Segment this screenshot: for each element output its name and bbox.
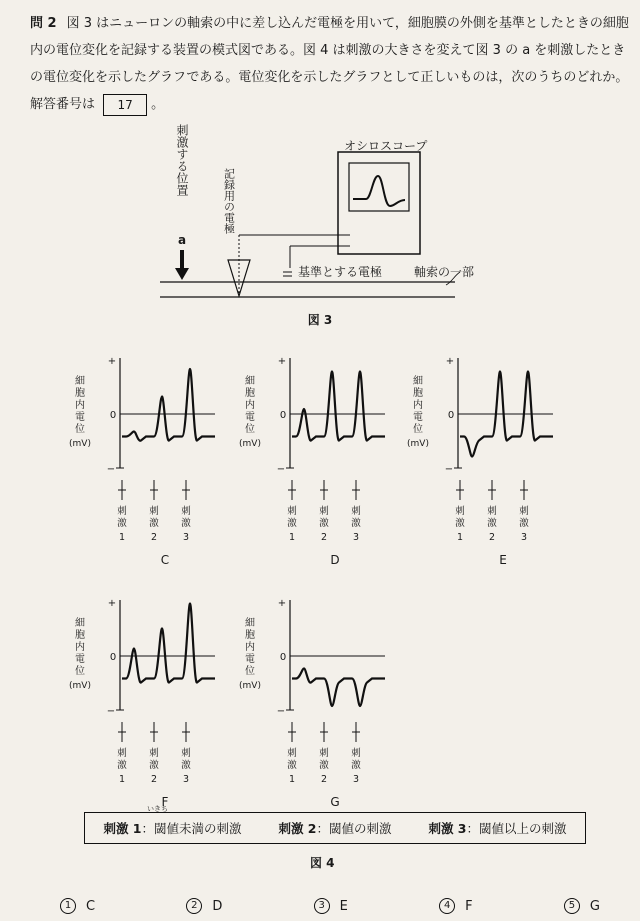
furigana-ikichi: いきち <box>147 805 168 813</box>
graph-G-ylabel-char: 胞 <box>245 630 255 641</box>
graph-E-letter: E <box>499 553 507 567</box>
graph-G-stim-number: 2 <box>320 774 328 785</box>
stim-letter-a: a <box>177 233 187 247</box>
graph-C-stim-char: 刺 <box>181 506 191 517</box>
graph-E-stim-char: 刺 <box>487 506 497 517</box>
graph-D-stim-number: 1 <box>288 532 296 543</box>
graph-F-stim-char: 激 <box>149 760 159 771</box>
graph-C-stim-char: 激 <box>149 518 159 529</box>
graph-E-stim-char: 刺 <box>455 506 465 517</box>
graph-C-stim-number: 2 <box>150 532 158 543</box>
graph-F-trace <box>122 604 215 683</box>
graph-F-ylabel-char: 胞 <box>75 630 85 641</box>
graph-D-minus-label: − <box>276 464 286 475</box>
choice-2[interactable] <box>186 898 222 914</box>
graph-D-stim-char: 刺 <box>287 506 297 517</box>
graph-F-zero-label: 0 <box>109 652 117 663</box>
graph-G-stim-number: 1 <box>288 774 296 785</box>
graph-C-zero-label: 0 <box>109 410 117 421</box>
graph-E-ylabel-char: 位 <box>413 424 423 435</box>
graph-G-stim-char: 激 <box>319 760 329 771</box>
legend-stim2-label: 刺激 2 <box>278 821 317 836</box>
graph-G-plus-label: + <box>277 598 287 609</box>
choice-number: 1 <box>60 898 76 914</box>
graph-D-stim-char: 刺 <box>319 506 329 517</box>
graph-F-minus-label: − <box>106 706 116 717</box>
choice-number: 4 <box>439 898 455 914</box>
stimulus-legend: 刺激 1：閾値未満の刺激 刺激 2：閾値の刺激 刺激 3：閾値以上の刺激 <box>84 812 586 844</box>
choice-letter: C <box>86 898 96 914</box>
graph-D-stim-char: 激 <box>319 518 329 529</box>
graph-E-stim-number: 3 <box>520 532 528 543</box>
legend-stim3-label: 刺激 3 <box>428 821 467 836</box>
graph-F-ylabel-char: 電 <box>75 654 85 665</box>
graph-G-stim-char: 激 <box>351 760 361 771</box>
oscilloscope-screen <box>349 163 409 211</box>
graph-C-ylabel-char: 内 <box>75 400 85 411</box>
graph-G-ylabel-char: 内 <box>245 642 255 653</box>
graph-G-ylabel-char: 位 <box>245 666 255 677</box>
graph-C-stim-char: 刺 <box>117 506 127 517</box>
graph-F-stim-char: 刺 <box>149 748 159 759</box>
figure-3-caption: 図 3 <box>307 313 333 327</box>
graph-D-letter: D <box>330 553 340 567</box>
graph-C-ylabel-char: 胞 <box>75 388 85 399</box>
choice-4[interactable] <box>439 898 472 914</box>
graph-E-stim-char: 激 <box>519 518 529 529</box>
graph-F-stim-char: 激 <box>181 760 191 771</box>
graph-G-yunit: (mV) <box>239 681 261 691</box>
graph-C-trace <box>122 369 215 441</box>
choice-number: 5 <box>564 898 580 914</box>
graph-E-yunit: (mV) <box>407 439 429 449</box>
question-text <box>30 10 630 118</box>
question-body: 図 3 はニューロンの軸索の中に差し込んだ電極を用いて，細胞膜の外側を基準としたときの細胞内の電位変化を記録する装置の模式図である。図 4 は刺激の大きさを変えて図 3 の a を刺激したときの電位変化を示したグラフである。電位変化を示したグラフとして正しいものは，次のうちのどれか。解答番号は <box>30 16 629 112</box>
choice-letter: F <box>465 898 473 914</box>
choice-1[interactable] <box>60 898 95 914</box>
graph-D-ylabel-char: 内 <box>245 400 255 411</box>
graph-G-stim-char: 刺 <box>319 748 329 759</box>
stim-arrowhead <box>175 268 189 280</box>
graph-C-letter: C <box>160 553 170 567</box>
choice-3[interactable] <box>314 898 348 914</box>
graph-D-stim-number: 2 <box>320 532 328 543</box>
graph-F-yunit: (mV) <box>69 681 91 691</box>
reference-electrode-label: 基準とする電極 <box>298 265 383 279</box>
graph-E-stim-char: 激 <box>455 518 465 529</box>
oscilloscope-trace <box>353 176 405 206</box>
graph-D-yunit: (mV) <box>239 439 261 449</box>
graph-F-stim-char: 刺 <box>181 748 191 759</box>
recording-electrode <box>228 260 250 296</box>
graph-C-plus-label: + <box>107 356 117 367</box>
graph-G-minus-label: − <box>276 706 286 717</box>
question-number: 問 2 <box>30 16 57 31</box>
graph-F-ylabel-char: 内 <box>75 642 85 653</box>
graph-C-stim-char: 激 <box>117 518 127 529</box>
graph-F-plus-label: + <box>107 598 117 609</box>
graph-D-stim-char: 激 <box>287 518 297 529</box>
graph-E-ylabel-char: 胞 <box>413 388 423 399</box>
graph-E-ylabel-char: 内 <box>413 400 423 411</box>
graph-E-stim-number: 1 <box>456 532 464 543</box>
question-end: 。 <box>151 97 165 112</box>
graph-G-letter: G <box>330 795 340 809</box>
graph-D-ylabel-char: 位 <box>245 424 255 435</box>
graph-E-minus-label: − <box>444 464 454 475</box>
graph-F-stim-number: 2 <box>150 774 158 785</box>
choice-letter: G <box>589 898 600 914</box>
graph-E-ylabel-char: 電 <box>413 412 423 423</box>
graph-E-ylabel-char: 細 <box>413 376 423 387</box>
graph-F-letter: F <box>161 795 169 809</box>
graph-D-stim-number: 3 <box>352 532 360 543</box>
graph-F-stim-number: 3 <box>182 774 190 785</box>
oscilloscope-label: オシロスコープ <box>344 139 428 153</box>
graph-C-ylabel-char: 細 <box>75 376 85 387</box>
graph-G-trace <box>292 669 385 707</box>
graph-G-stim-char: 刺 <box>351 748 361 759</box>
graph-F-stim-number: 1 <box>118 774 126 785</box>
axon-part-label: 軸索の一部 <box>414 265 475 279</box>
graph-C-stim-number: 3 <box>182 532 190 543</box>
recording-electrode-label: 記録用の電極 <box>222 168 236 234</box>
graph-F-ylabel-char: 位 <box>75 666 85 677</box>
graph-F-stim-char: 激 <box>117 760 127 771</box>
graph-C-stim-number: 1 <box>118 532 126 543</box>
graph-G-zero-label: 0 <box>279 652 287 663</box>
legend-stim2-text: 閾値の刺激 <box>329 821 392 836</box>
legend-stim3-text: 閾値以上の刺激 <box>479 821 567 836</box>
graph-C-ylabel-char: 電 <box>75 412 85 423</box>
stim-position-label: 刺激する位置 <box>175 124 189 196</box>
graph-F-ylabel-char: 細 <box>75 618 85 629</box>
graph-D-ylabel-char: 胞 <box>245 388 255 399</box>
choice-letter: D <box>212 898 223 914</box>
graph-G-ylabel-char: 電 <box>245 654 255 665</box>
graph-E-stim-number: 2 <box>488 532 496 543</box>
graph-C-minus-label: − <box>106 464 116 475</box>
graph-C-ylabel-char: 位 <box>75 424 85 435</box>
graph-G-ylabel-char: 細 <box>245 618 255 629</box>
graph-D-plus-label: + <box>277 356 287 367</box>
graph-D-stim-char: 激 <box>351 518 361 529</box>
graph-F-stim-char: 刺 <box>117 748 127 759</box>
choice-5[interactable] <box>564 898 600 914</box>
graph-G-stim-char: 刺 <box>287 748 297 759</box>
graph-D-stim-char: 刺 <box>351 506 361 517</box>
graph-D-ylabel-char: 電 <box>245 412 255 423</box>
graph-C-stim-char: 刺 <box>149 506 159 517</box>
graph-G-stim-number: 3 <box>352 774 360 785</box>
graph-D-trace <box>292 372 385 441</box>
graph-C-yunit: (mV) <box>69 439 91 449</box>
legend-stim1-label: 刺激 1 <box>103 821 142 836</box>
graph-D-ylabel-char: 細 <box>245 376 255 387</box>
graph-E-plus-label: + <box>445 356 455 367</box>
choice-letter: E <box>339 898 348 914</box>
figure-4-caption: 図 4 <box>310 856 335 870</box>
legend-stim1-text: 閾値未満の刺激 <box>154 821 242 836</box>
graph-C-stim-char: 激 <box>181 518 191 529</box>
graph-E-stim-char: 激 <box>487 518 497 529</box>
graph-D-zero-label: 0 <box>279 410 287 421</box>
graph-E-zero-label: 0 <box>447 410 455 421</box>
graph-E-stim-char: 刺 <box>519 506 529 517</box>
graph-G-stim-char: 激 <box>287 760 297 771</box>
choice-number: 3 <box>314 898 330 914</box>
oscilloscope <box>338 152 420 254</box>
choice-number: 2 <box>186 898 202 914</box>
answer-choices <box>60 898 600 914</box>
answer-number-box: 17 <box>103 94 147 116</box>
